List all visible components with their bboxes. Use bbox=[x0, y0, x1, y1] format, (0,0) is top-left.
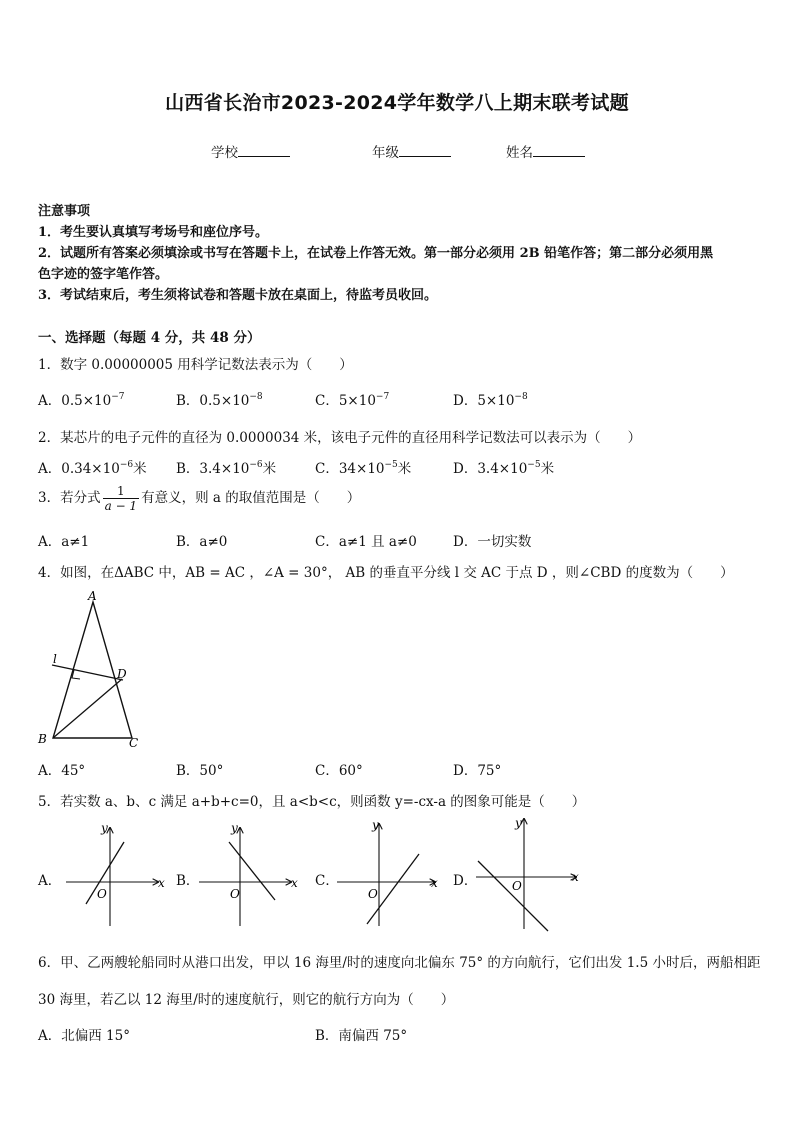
page-title: 山西省长治市2023-2024学年数学八上期末联考试题 bbox=[165, 92, 629, 114]
q5-graph-c bbox=[335, 820, 445, 930]
q6-option-a: A．北偏西 15° bbox=[38, 1028, 130, 1044]
notice-item: 2．试题所有答案必须填涂或书写在答题卡上，在试卷上作答无效。第一部分必须用 2B 铅笔作答；第二部分必须用黑 bbox=[38, 246, 714, 261]
q1-option-a: A．$0.5\times 10^{-7}$ bbox=[38, 392, 125, 409]
grade-field bbox=[372, 141, 451, 161]
q1-option-d: D．$5\times 10^{-8}$ bbox=[453, 392, 528, 409]
point-d-label: D bbox=[117, 667, 127, 681]
q1-option-b: B．$0.5\times 10^{-8}$ bbox=[176, 392, 263, 409]
q4-option-d: D．75° bbox=[453, 763, 502, 779]
notice-item: 1．考生要认真填写考场号和座位序号。 bbox=[38, 225, 269, 240]
line-l-label: l bbox=[53, 652, 57, 666]
q2-option-d: D．$3.4\times 10^{-5}$米 bbox=[453, 460, 555, 477]
q5-option-d: D． bbox=[453, 873, 478, 889]
q3-fraction: $\frac{1}{a - 1}$ bbox=[104, 484, 138, 513]
q3-option-a: A．a≠1 bbox=[38, 534, 90, 550]
notice-item: 色字迹的签字笔作答。 bbox=[38, 267, 169, 282]
origin-label: O bbox=[230, 887, 240, 901]
q4-option-a: A．45° bbox=[38, 763, 86, 779]
name-label: 姓名 bbox=[506, 145, 533, 161]
question-3 bbox=[38, 484, 360, 513]
grade-blank bbox=[399, 143, 451, 157]
school-label: 学校 bbox=[211, 145, 238, 161]
x-axis-label: x bbox=[158, 876, 165, 890]
q2-option-b: B．$3.4\times 10^{-6}$米 bbox=[176, 460, 277, 477]
q6-option-b: B．南偏西 75° bbox=[315, 1028, 408, 1044]
q3-option-d: D．一切实数 bbox=[453, 534, 532, 550]
question-2: 2．某芯片的电子元件的直径为 0.0000034 米，该电子元件的直径用科学记数法可以表示为（ ） bbox=[38, 430, 642, 446]
q2-option-c: C．$34\times 10^{-5}$米 bbox=[315, 460, 412, 477]
q3-option-b: B．a≠0 bbox=[176, 534, 228, 550]
grade-label: 年级 bbox=[372, 145, 399, 161]
name-blank bbox=[533, 143, 585, 157]
q4-option-c: C．60° bbox=[315, 763, 363, 779]
notice-heading: 注意事项 bbox=[38, 204, 91, 219]
q3-suffix: 有意义，则 a 的取值范围是（ ） bbox=[141, 490, 361, 506]
question-5: 5．若实数 a、b、c 满足 a+b+c=0，且 a<b<c，则函数 y=-cx-a 的图象可能是（ ） bbox=[38, 794, 586, 810]
question-1: 1．数字 0.00000005 用科学记数法表示为（ ） bbox=[38, 357, 353, 373]
x-axis-label: x bbox=[431, 876, 438, 890]
notice-item: 3．考试结束后，考生须将试卷和答题卡放在桌面上，待监考员收回。 bbox=[38, 288, 438, 303]
origin-label: O bbox=[97, 887, 107, 901]
section-heading: 一、选择题（每题 4 分，共 48 分） bbox=[38, 330, 261, 346]
triangle-figure bbox=[30, 588, 150, 750]
q5-option-b: B． bbox=[176, 873, 200, 889]
q3-prefix: 3．若分式 bbox=[38, 490, 101, 506]
origin-label: O bbox=[512, 879, 522, 893]
q5-option-c: C． bbox=[315, 873, 339, 889]
vertex-c-label: C bbox=[129, 736, 139, 750]
x-axis-label: x bbox=[572, 870, 579, 884]
q5-option-a: A． bbox=[38, 873, 62, 889]
name-field bbox=[506, 141, 585, 161]
question-6-line-2: 30 海里，若乙以 12 海里/时的速度航行，则它的航行方向为（ ） bbox=[38, 992, 455, 1008]
y-axis-label: y bbox=[515, 816, 522, 830]
q2-option-a: A．$0.34\times 10^{-6}$米 bbox=[38, 460, 147, 477]
q5-graph-b bbox=[195, 820, 305, 930]
origin-label: O bbox=[368, 887, 378, 901]
question-6-line-1: 6．甲、乙两艘轮船同时从港口出发，甲以 16 海里/时的速度向北偏东 75° 的方向航行，它们出发 1.5 小时后，两船相距 bbox=[38, 955, 761, 971]
q5-graph-d bbox=[472, 815, 587, 933]
school-blank bbox=[238, 143, 290, 157]
q4-option-b: B．50° bbox=[176, 763, 224, 779]
x-axis-label: x bbox=[291, 876, 298, 890]
q5-graph-a bbox=[62, 820, 172, 930]
y-axis-label: y bbox=[372, 820, 379, 832]
q1-option-c: C．$5\times 10^{-7}$ bbox=[315, 392, 390, 409]
vertex-a-label: A bbox=[88, 589, 97, 603]
school-field bbox=[211, 141, 290, 161]
notice-block bbox=[38, 201, 713, 306]
y-axis-label: y bbox=[231, 821, 238, 835]
q3-option-c: C．a≠1 且 a≠0 bbox=[315, 534, 417, 550]
y-axis-label: y bbox=[101, 821, 108, 835]
vertex-b-label: B bbox=[38, 732, 47, 746]
question-4: 4．如图，在ΔABC 中，AB = AC ，∠A = 30°， AB 的垂直平分线 l 交 AC 于点 D ，则∠CBD 的度数为（ ） bbox=[38, 565, 734, 581]
